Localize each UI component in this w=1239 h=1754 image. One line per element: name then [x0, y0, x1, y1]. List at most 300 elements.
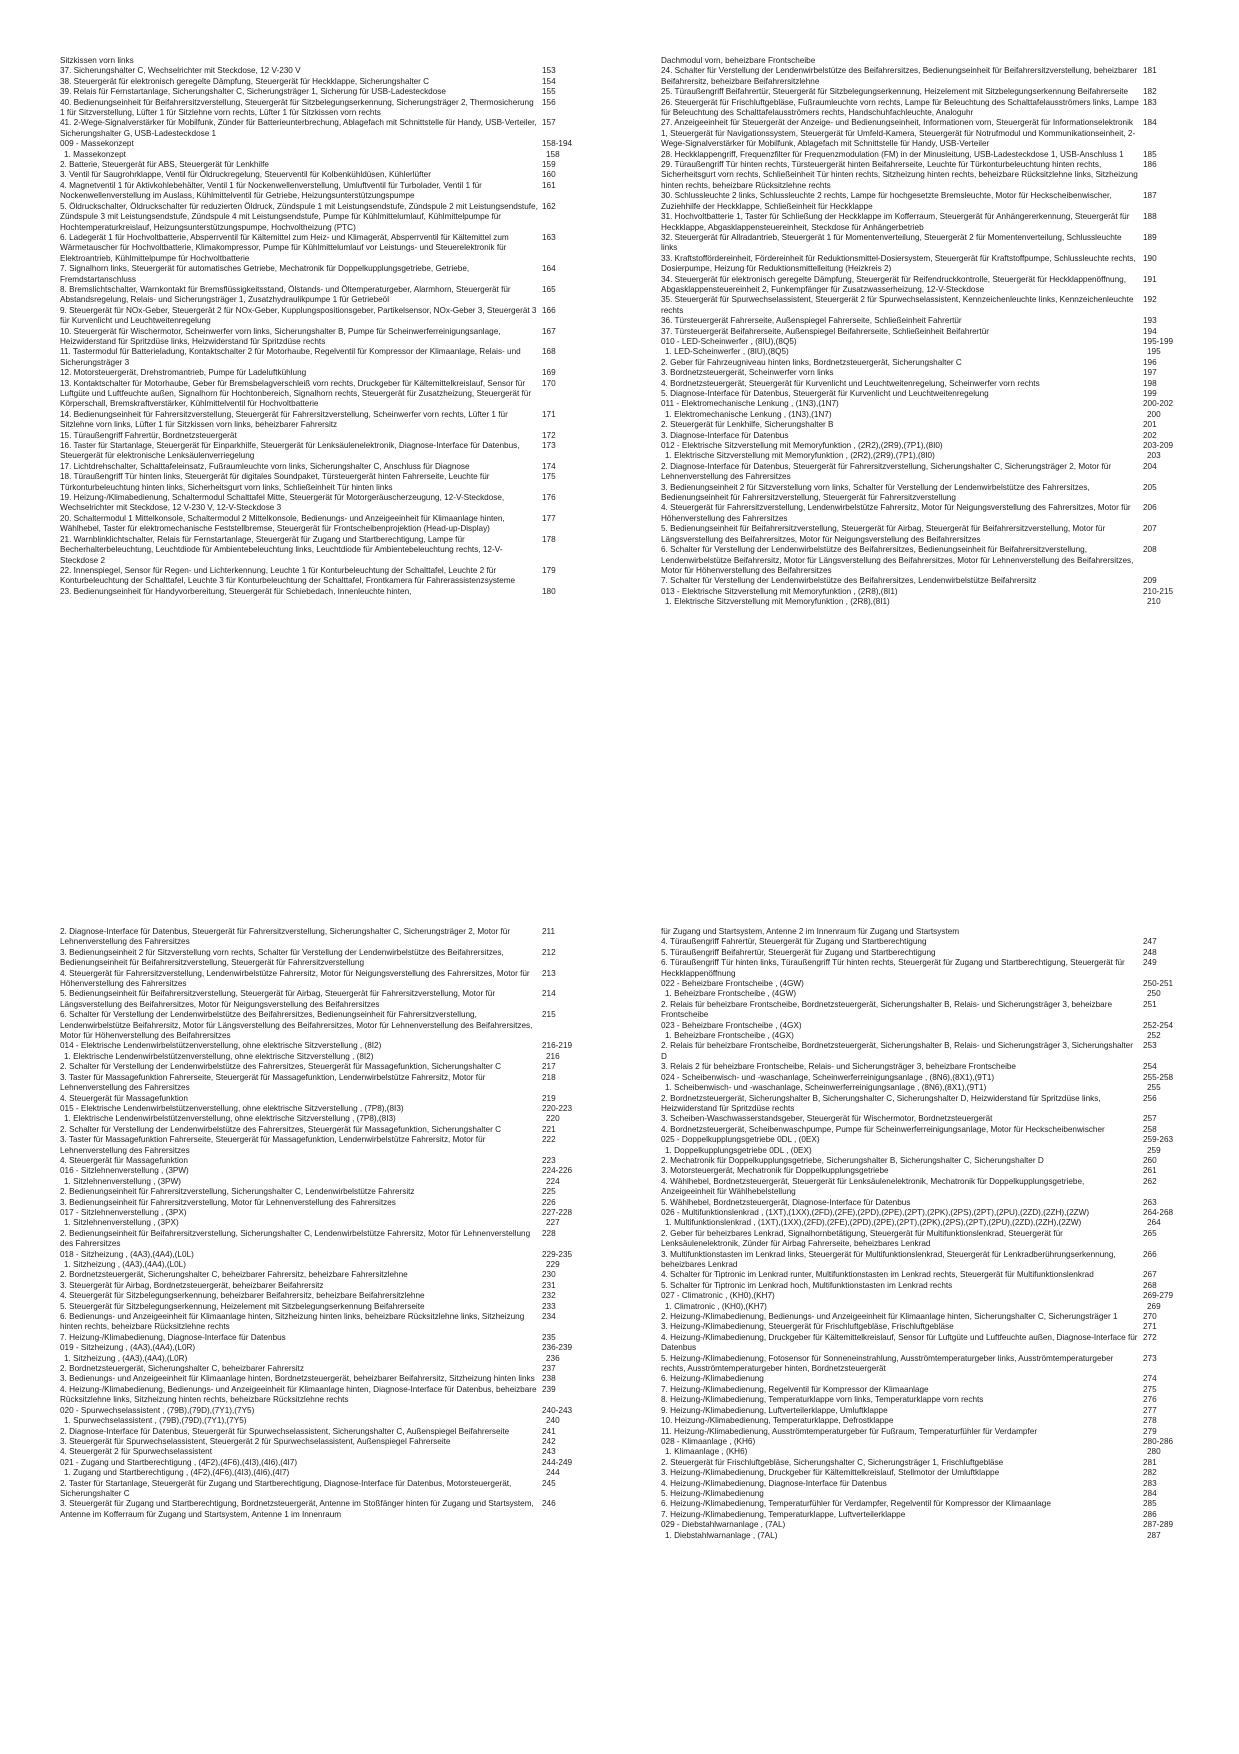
toc-entry-row: [60, 1052, 602, 1062]
toc-entry-row: [60, 1198, 602, 1208]
toc-page-number: 241: [542, 1426, 556, 1436]
toc-entry-row: [60, 1270, 602, 1280]
toc-entry-text: 6. Ladegerät 1 für Hochvoltbatterie, Absperrventil für Kältemittel zum Heiz- und Klimagerät, Absperrventil für Kältemittel zum Wärmetauscher für Hochvoltbatterie, Klimakompressor, Pumpe für Kühlmittelumlauf vor Leistungs- und Steuerelektronik für Elektroantrieb, Kühlmittelpumpe für Hochvoltbatterie: [60, 232, 509, 263]
toc-page-number: 265: [1143, 1228, 1157, 1238]
toc-entry-text: 4. Steuergerät für Sitzbelegungserkennung, beheizbarer Beifahrersitz, beheizbare Beifahrersitzlehne: [60, 1291, 425, 1301]
toc-page-number: 223: [542, 1155, 556, 1165]
toc-entry-row: [60, 202, 602, 233]
toc-entry-text: 023 - Beheizbare Frontscheibe , (4GX): [661, 1020, 802, 1030]
toc-entry-row: [661, 233, 1203, 254]
toc-entry-text: 13. Kontaktschalter für Motorhaube, Geber für Bremsbelagverschleiß vorn rechts, Druckgeber für Kältemittelkreislauf, Sensor für Luftgüte und Luftfeuchte außen, Signalhorn für Hochtonbereich, Signalhorn rechts, Steuergerät für Zusatzheizung, Steuergerät für Körperschall, Bremskraftverstärker, Kühlmittelventil für Hochvoltbatterie: [60, 378, 532, 409]
toc-page-number: 215: [542, 1010, 556, 1020]
toc-page-number: 200-202: [1143, 399, 1174, 409]
toc-page-number: 234: [542, 1312, 556, 1322]
toc-entry-row: [60, 969, 602, 990]
toc-entry-text: 1. Sitzheizung , (4A3),(4A4),(L0L): [64, 1260, 186, 1269]
toc-entry-text: 36. Türsteuergerät Fahrerseite, Außenspiegel Fahrerseite, Schließeinheit Fahrertür: [661, 316, 962, 326]
toc-section-row: [60, 1343, 602, 1353]
toc-page-number: 252: [1147, 1031, 1161, 1041]
toc-page-number: 216: [546, 1051, 560, 1061]
toc-entry-text: 11. Heizung-/Klimabedienung, Ausströmtemperaturgeber für Fußraum, Temperaturfühler für Verdampfer: [661, 1426, 1038, 1436]
toc-page-number: 270: [1143, 1312, 1157, 1322]
toc-entry-text: 2. Bedienungseinheit für Fahrersitzverstellung, Sicherungshalter C, Lendenwirbelstütze Fahrersitz: [60, 1187, 415, 1197]
toc-page-number: 244: [546, 1468, 560, 1478]
toc-entry-row: [60, 1062, 602, 1072]
toc-page-number: 185: [1143, 149, 1157, 159]
toc-page-number: 281: [1143, 1457, 1157, 1467]
toc-page-number: 254: [1143, 1062, 1157, 1072]
toc-entry-row: [661, 254, 1203, 275]
toc-page-number: 227: [546, 1218, 560, 1228]
toc-page-number: 242: [542, 1436, 556, 1446]
toc-entry-text: 5. Steuergerät für Sitzbelegungserkennung, Heizelement mit Sitzbelegungserkennung Beifahrerseite: [60, 1301, 425, 1311]
toc-section-row: [661, 1135, 1203, 1145]
toc-entry-row: [661, 1427, 1203, 1437]
toc-entry-row: [661, 1250, 1203, 1271]
toc-entry-text: 2. Heizung-/Klimabedienung, Bedienungs- und Anzeigeeinheit für Klimaanlage hinten, Sicherungshalter C, Sicherungsträger 1: [661, 1312, 1118, 1322]
toc-entry-text: 2. Schalter für Verstellung der Lendenwirbelstütze des Fahrersitzes, Steuergerät für Massagefunktion, Sicherungshalter C: [60, 1124, 501, 1134]
toc-page-number: 173: [542, 441, 556, 451]
toc-entry-row: [60, 927, 602, 948]
toc-page-number: 244-249: [542, 1457, 573, 1467]
toc-page-number: 264-268: [1143, 1207, 1174, 1217]
toc-entry-text: 3. Steuergerät für Zugang und Startberechtigung, Bordnetzsteuergerät, Antenne im Stoßfänger hinten für Zugang und Startsystem, Antenne im Kofferraum für Zugang und Startsystem, Antenne 1 im Innenraum: [60, 1499, 534, 1519]
toc-entry-text: 3. Bedienungs- und Anzeigeeinheit für Klimaanlage hinten, Bordnetzsteuergerät, beheizbarer Beifahrersitz, Sitzheizung hinten links: [60, 1374, 535, 1384]
toc-entry-text: 3. Bedienungseinheit für Fahrersitzverstellung, Motor für Lehnenverstellung des Fahrersitzes: [60, 1197, 396, 1207]
toc-entry-row: [60, 1427, 602, 1437]
toc-entry-row: [661, 1510, 1203, 1520]
toc-section-row: [661, 979, 1203, 989]
toc-entry-text: 6. Heizung-/Klimabedienung: [661, 1374, 764, 1384]
toc-entry-text: 17. Lichtdrehschalter, Schalttafeleinsatz, Fußraumleuchte vorn links, Sicherungshalter C, Anschluss für Diagnose: [60, 461, 470, 471]
toc-page-number: 226: [542, 1197, 556, 1207]
toc-entry-row: [60, 535, 602, 566]
toc-entry-text: 12. Motorsteuergerät, Drehstromantrieb, Pumpe für Ladeluftkühlung: [60, 368, 307, 378]
toc-page-number: 195-199: [1143, 336, 1174, 346]
toc-page-number: 199: [1143, 389, 1157, 398]
toc-entry-row: [661, 1531, 1203, 1541]
toc-page-number: 204: [1143, 461, 1157, 471]
toc-entry-row: [661, 118, 1203, 149]
toc-entry-text: 38. Steuergerät für elektronisch geregelte Dämpfung, Steuergerät für Heckklappe, Sicherungshalter C: [60, 76, 430, 86]
toc-entry-text: 2. Diagnose-Interface für Datenbus, Steuergerät für Fahrersitzverstellung, Sicherungshalter C, Sicherungsträger 2, Motor für Lehnenverstellung des Fahrersitzes: [60, 927, 511, 947]
toc-entry-text: 5. Heizung-/Klimabedienung, Fotosensor für Sonneneinstrahlung, Ausströmtemperaturgeber links, Ausströmtemperaturgeber rechts, Ausströmtemperaturgeber hinten, Bordnetzsteuergerät: [661, 1353, 1114, 1374]
toc-entry-row: [60, 379, 602, 410]
toc-entry-text: 1. Elektrische Sitzverstellung mit Memoryfunktion , (2R2),(2R9),(7P1),(8I0): [665, 451, 935, 461]
toc-page-number: 170: [542, 378, 556, 388]
toc-entry-row: [661, 1281, 1203, 1291]
toc-page-number: 287: [1147, 1530, 1161, 1540]
toc-page-number: 160: [542, 170, 556, 180]
toc-page-number: 186: [1143, 160, 1157, 170]
toc-entry-text: 25. Türaußengriff Beifahrertür, Steuergerät für Sitzbelegungserkennung, Heizelement mit Sitzbelegungserkennung Beifahrerseite: [661, 87, 1129, 97]
toc-entry-row: [661, 503, 1203, 524]
toc-entry-text: 29. Türaußengriff Tür hinten rechts, Türsteuergerät hinten Beifahrerseite, Leuchte für Türkonturbeleuchtung hinten rechts, Sicherheitsgurt vorn rechts, Schließeinheit Tür hinten rechts, Sitzheizung hinten rechts, beheizbare Rücksitzlehne links, Sitzheizung hinten rechts, beheizbare Rücksitzlehne rechts: [661, 160, 1138, 190]
toc-entry-row: [60, 56, 602, 66]
toc-section-row: [60, 1208, 602, 1218]
toc-page-number: 156: [542, 97, 556, 107]
toc-page-number: 245: [542, 1478, 556, 1488]
toc-section-row: [661, 587, 1203, 597]
toc-entry-row: [661, 1322, 1203, 1332]
toc-page-number: 216-219: [542, 1041, 573, 1051]
toc-entry-text: 4. Wählhebel, Bordnetzsteuergerät, Steuergerät für Lenksäulenelektronik, Mechatronik für Doppelkupplungsgetriebe, Anzeigeeinheit für Wählhebelstellung: [661, 1176, 1085, 1197]
toc-entry-text: 3. Taster für Massagefunktion Fahrerseite, Steuergerät für Massagefunktion, Lendenwirbelstütze Fahrersitz, Motor für Lehnenverstellung des Fahrersitzes: [60, 1072, 486, 1093]
toc-page-number: 257: [1143, 1114, 1157, 1124]
toc-page-number: 279: [1143, 1426, 1157, 1436]
toc-entry-text: 4. Steuergerät für Massagefunktion: [60, 1155, 188, 1165]
toc-entry-row: [661, 1458, 1203, 1468]
toc-page-number: 282: [1143, 1468, 1157, 1478]
toc-page-2-right-column: [661, 927, 1203, 1712]
toc-entry-row: [661, 1062, 1203, 1072]
toc-page-number: 206: [1143, 503, 1157, 513]
toc-page-number: 247: [1143, 937, 1157, 947]
toc-entry-row: [60, 1073, 602, 1094]
toc-entry-row: [661, 1385, 1203, 1395]
toc-page-number: 229: [546, 1260, 560, 1269]
toc-page-number: 214: [542, 989, 556, 999]
toc-entry-row: [60, 98, 602, 119]
toc-page-number: 219: [542, 1093, 556, 1103]
toc-section-row: [60, 1104, 602, 1114]
toc-entry-row: [661, 420, 1203, 430]
toc-page-number: 231: [542, 1280, 556, 1290]
toc-page-number: [538, 56, 602, 66]
toc-page-number: 236-239: [542, 1343, 573, 1353]
toc-page-number: 280-286: [1143, 1436, 1174, 1446]
toc-entry-text: 026 - Multifunktionslenkrad , (1XT),(1XX),(2FD),(2FE),(2PD),(2PE),(2PT),(2PK),(2PS),(2PT),(2PU),(2ZD),(2ZH),(2ZW): [661, 1207, 1090, 1217]
toc-entry-text: 4. Steuergerät 2 für Spurwechselassistent: [60, 1447, 213, 1457]
toc-entry-text: 18. Türaußengriff Tür hinten links, Steuergerät für digitales Soundpaket, Türsteuergerät hinten Fahrerseite, Leuchte für Türkonturbeleuchtung hinten links, Sicherheitsgurt vorn links, Schließeinheit Tür hinten links: [60, 472, 490, 492]
toc-entry-text: 3. Ventil für Saugrohrklappe, Ventil für Öldruckregelung, Steuerventil für Kolbenkühldüsen, Kühlerlüfter: [60, 170, 431, 180]
toc-entry-row: [661, 937, 1203, 947]
toc-entry-text: 5. Heizung-/Klimabedienung: [661, 1488, 764, 1498]
toc-entry-row: [661, 451, 1203, 461]
toc-entry-text: 37. Türsteuergerät Beifahrerseite, Außenspiegel Beifahrerseite, Schließeinheit Beifahrertür: [661, 326, 989, 336]
toc-entry-text: 017 - Sitzlehnenverstellung , (3PX): [60, 1207, 187, 1217]
toc-entry-row: [661, 191, 1203, 212]
toc-page-number: 276: [1143, 1395, 1157, 1405]
toc-page-number: 184: [1143, 118, 1157, 128]
toc-page-number: 176: [542, 493, 556, 503]
toc-entry-text: 5. Diagnose-Interface für Datenbus, Steuergerät für Kurvenlicht und Leuchtweitenregelung: [661, 389, 989, 398]
toc-page-number: 232: [542, 1291, 556, 1301]
toc-entry-text: 22. Innenspiegel, Sensor für Regen- und Lichterkennung, Leuchte 1 für Konturbeleuchtung der Schalttafel, Leuchte 2 für Konturbeleuchtung der Schalttafel, Leuchte 3 für Konturbeleuchtung der Schalttafel, Frontkamera für Fahrerassistenzsysteme: [60, 565, 516, 586]
toc-entry-text: 7. Heizung-/Klimabedienung, Regelventil für Kompressor der Klimaanlage: [661, 1384, 929, 1394]
toc-entry-row: [60, 1218, 602, 1228]
toc-entry-row: [661, 1114, 1203, 1124]
toc-entry-row: [661, 98, 1203, 119]
toc-page-number: 260: [1143, 1155, 1157, 1165]
toc-entry-row: [60, 514, 602, 535]
toc-entry-text: 1. Climatronic , (KH0),(KH7): [665, 1301, 767, 1311]
toc-page-number: 196: [1143, 357, 1157, 367]
toc-entry-row: [661, 160, 1203, 191]
toc-page-number: 181: [1143, 66, 1157, 76]
toc-entry-row: [661, 1125, 1203, 1135]
toc-page-number: 278: [1143, 1416, 1157, 1426]
toc-entry-text: 8. Heizung-/Klimabedienung, Temperaturklappe vorn links, Temperaturklappe vorn rechts: [661, 1395, 984, 1405]
toc-entry-row: [661, 431, 1203, 441]
toc-page-number: 211: [542, 927, 556, 936]
toc-entry-row: [661, 524, 1203, 545]
toc-page-number: 189: [1143, 232, 1157, 242]
toc-page-number: 213: [542, 968, 556, 978]
toc-page-number: 274: [1143, 1374, 1157, 1384]
toc-entry-text: 3. Bedienungseinheit 2 für Sitzverstellung vorn rechts, Schalter für Verstellung der Lendenwirbelstütze des Beifahrersitzes, Bedienungseinheit für Beifahrersitzverstellung, Steuergerät für Fahrersitzverstellung: [60, 947, 504, 968]
toc-page-number: 157: [542, 118, 556, 128]
toc-entry-row: [60, 1156, 602, 1166]
toc-page-number: 222: [542, 1135, 556, 1145]
toc-entry-row: [60, 1260, 602, 1270]
toc-page-number: 212: [542, 947, 556, 957]
toc-section-row: [60, 1250, 602, 1260]
toc-entry-row: [661, 347, 1203, 357]
toc-entry-row: [661, 316, 1203, 326]
toc-entry-text: 1. Zugang und Startberechtigung , (4F2),(4F6),(4I3),(4I6),(4I7): [64, 1468, 290, 1478]
toc-entry-text: 5. Türaußengriff Beifahrertür, Steuergerät für Zugang und Startberechtigung: [661, 947, 936, 957]
toc-page-number: 233: [542, 1301, 556, 1311]
toc-entry-row: [661, 368, 1203, 378]
toc-entry-text: 5. Öldruckschalter, Öldruckschalter für reduzierten Öldruck, Zündspule 1 mit Leistungsendstufe, Zündspule 2 mit Leistungsendstufe, Zündspule 3 mit Leistungsendstufe, Zündspule 4 mit Leistungsendstufe, Pumpe für Kühlmittelumlauf, Kühlmittelpumpe für Hochtemperaturkreislauf, Heizungsunterstützungspumpe, Hochvoltheizung (PTC): [60, 201, 538, 232]
toc-entry-text: 41. 2-Wege-Signalverstärker für Mobilfunk, Zünder für Batterieunterbrechung, Ablagefach mit Schnittstelle für Handy, USB-Verteiler, Sicherungshalter G, USB-Ladesteckdose 1: [60, 118, 537, 138]
toc-entry-text: 020 - Spurwechselassistent , (79B),(79D),(7Y1),(7Y5): [60, 1405, 255, 1415]
toc-page-number: 180: [542, 586, 556, 596]
toc-entry-text: 012 - Elektrische Sitzverstellung mit Memoryfunktion , (2R2),(2R9),(7P1),(8I0): [661, 441, 943, 451]
toc-entry-text: 28. Heckklappengriff, Frequenzfilter für Frequenzmodulation (FM) in der Minusleitung, USB-Ladesteckdose 1, USB-Anschluss 1: [661, 149, 1124, 159]
toc-entry-row: [60, 441, 602, 462]
toc-entry-row: [60, 1302, 602, 1312]
toc-entry-row: [60, 1187, 602, 1197]
toc-page-number: 251: [1143, 999, 1157, 1009]
toc-entry-row: [60, 77, 602, 87]
toc-section-row: [60, 1458, 602, 1468]
toc-entry-text: 7. Schalter für Verstellung der Lendenwirbelstütze des Beifahrersitzes, Lendenwirbelstütze Beifahrersitz: [661, 576, 1037, 586]
toc-entry-row: [661, 948, 1203, 958]
toc-entry-text: 1. Klimaanlage , (KH6): [665, 1447, 748, 1457]
toc-entry-row: [60, 1479, 602, 1500]
toc-entry-text: 028 - Klimaanlage , (KH6): [661, 1436, 756, 1446]
toc-page-number: 153: [542, 66, 556, 76]
toc-entry-row: [60, 1312, 602, 1333]
toc-section-row: [661, 1291, 1203, 1301]
toc-entry-text: 2. Schalter für Verstellung der Lendenwirbelstütze des Fahrersitzes, Steuergerät für Massagefunktion, Sicherungshalter C: [60, 1062, 501, 1072]
toc-page-number: 250-251: [1143, 979, 1174, 989]
toc-entry-text: 3. Bedienungseinheit 2 für Sitzverstellung vorn links, Schalter für Verstellung der Lendenwirbelstütze des Fahrersitzes, Bedienungseinheit für Fahrersitzverstellung, Steuergerät für Fahrersitzverstellung: [661, 482, 1090, 503]
toc-entry-row: [661, 1094, 1203, 1115]
toc-entry-row: [661, 1270, 1203, 1280]
toc-page-number: 273: [1143, 1353, 1157, 1363]
toc-entry-row: [661, 1499, 1203, 1509]
toc-page-number: 155: [542, 87, 556, 97]
toc-entry-row: [60, 1333, 602, 1343]
toc-entry-row: [661, 1374, 1203, 1384]
toc-entry-text: für Zugang und Startsystem, Antenne 2 im Innenraum für Zugang und Startsystem: [661, 927, 960, 936]
toc-entry-text: 4. Bordnetzsteuergerät, Scheibenwaschpumpe, Pumpe für Scheinwerferreinigungsanlage, Motor für Heckscheibenwischer: [661, 1124, 1105, 1134]
toc-page-number: 179: [542, 565, 556, 575]
toc-entry-row: [60, 233, 602, 264]
toc-entry-text: 3. Heizung-/Klimabedienung, Druckgeber für Kältemittelkreislauf, Stellmotor der Umluftklappe: [661, 1468, 1000, 1478]
toc-page-number: 259: [1147, 1145, 1161, 1155]
toc-entry-row: [661, 958, 1203, 979]
toc-entry-row: [60, 431, 602, 441]
toc-entry-row: [661, 1177, 1203, 1198]
toc-page-number: 154: [542, 76, 556, 86]
toc-page-number: 193: [1143, 316, 1157, 326]
toc-entry-row: [60, 1499, 602, 1520]
toc-entry-text: 2. Mechatronik für Doppelkupplungsgetriebe, Sicherungshalter B, Sicherungshalter C, Sicherungshalter D: [661, 1155, 1044, 1165]
toc-page-number: 243: [542, 1447, 556, 1457]
toc-entry-text: 2. Taster für Startanlage, Steuergerät für Zugang und Startberechtigung, Diagnose-Interface für Datenbus, Motorsteuergerät, Sicherungshalter C: [60, 1478, 512, 1498]
toc-entry-row: [661, 389, 1203, 399]
toc-entry-row: [661, 1468, 1203, 1478]
toc-entry-text: 1. Sitzlehnenverstellung , (3PW): [64, 1176, 181, 1186]
toc-entry-text: 1. Doppelkupplungsgetriebe 0DL , (0EX): [665, 1145, 812, 1155]
toc-entry-row: [661, 1156, 1203, 1166]
toc-page-number: 263: [1143, 1197, 1157, 1207]
toc-page-number: 277: [1143, 1405, 1157, 1415]
toc-page-number: 177: [542, 513, 556, 523]
toc-page-number: 240: [546, 1416, 560, 1426]
toc-entry-row: [60, 1229, 602, 1250]
toc-page-number: 272: [1143, 1332, 1157, 1342]
toc-entry-text: 1. Elektrische Lendenwirbelstützenverstellung, ohne elektrische Sitzverstellung , (8I2): [64, 1051, 374, 1061]
toc-entry-row: [661, 927, 1203, 937]
toc-entry-text: 1. Spurwechselassistent , (79B),(79D),(7Y1),(7Y5): [64, 1416, 247, 1426]
toc-entry-row: [661, 1083, 1203, 1093]
toc-section-row: [661, 1073, 1203, 1083]
toc-page-number: 284: [1143, 1488, 1157, 1498]
toc-entry-row: [60, 472, 602, 493]
toc-entry-text: 022 - Beheizbare Frontscheibe , (4GW): [661, 979, 804, 989]
toc-page-number: 255-258: [1143, 1072, 1174, 1082]
toc-entry-text: 3. Steuergerät für Airbag, Bordnetzsteuergerät, beheizbarer Beifahrersitz: [60, 1280, 324, 1290]
toc-page-number: 158: [546, 149, 560, 159]
toc-entry-text: 2. Bordnetzsteuergerät, Sicherungshalter C, beheizbarer Fahrersitz, beheizbare Fahrersitzlehne: [60, 1270, 408, 1280]
toc-entry-text: 1. Elektrische Lendenwirbelstützenverstellung, ohne elektrische Sitzverstellung , (7P8),(8I3): [64, 1114, 396, 1124]
toc-entry-text: 11. Tastermodul für Batterieladung, Kontaktschalter 2 für Motorhaube, Regelventil für Kompressor der Klimaanlage, Relais- und Sicherungsträger 3: [60, 347, 521, 367]
toc-entry-text: 35. Steuergerät für Spurwechselassistent, Steuergerät 2 für Spurwechselassistent, Kennzeichenleuchte links, Kennzeichenleuchte rechts: [661, 295, 1134, 315]
toc-entry-text: 1. Multifunktionslenkrad , (1XT),(1XX),(2FD),(2FE),(2PD),(2PE),(2PT),(2PK),(2PS),(2PT),(2PU),(2ZD),(2ZH),(2ZW): [665, 1218, 1082, 1228]
toc-page-1-right-column: [661, 56, 1203, 841]
toc-entry-text: 4. Türaußengriff Fahrertür, Steuergerät für Zugang und Startberechtigung: [661, 937, 927, 947]
toc-entry-text: 3. Heizung-/Klimabedienung, Steuergerät für Frischluftgebläse, Frischluftgebläse: [661, 1322, 954, 1332]
toc-entry-text: 5. Bedienungseinheit für Beifahrersitzverstellung, Steuergerät für Airbag, Steuergerät für Beifahrersitzverstellung, Motor für Längsverstellung des Beifahrersitzes, Motor für Neigungsverstellung des Beifahrersitzes: [661, 524, 1106, 544]
toc-entry-text: 011 - Elektromechanische Lenkung , (1N3),(1N7): [661, 399, 839, 409]
toc-entry-text: 1. Diebstahlwarnanlage , (7AL): [665, 1530, 778, 1540]
toc-entry-text: 2. Steuergerät für Frischluftgebläse, Sicherungshalter C, Sicherungsträger 1, Frischluftgebläse: [661, 1457, 1004, 1467]
toc-entry-text: 2. Steuergerät für Lenkhilfe, Sicherungshalter B: [661, 420, 834, 430]
toc-page-number: 225: [542, 1187, 556, 1197]
toc-entry-text: 7. Signalhorn links, Steuergerät für automatisches Getriebe, Mechatronik für Doppelkupplungsgetriebe, Getriebe, Fremdstartanschluss: [60, 264, 470, 284]
toc-entry-text: Dachmodul vorn, beheizbare Frontscheibe: [661, 56, 816, 65]
toc-entry-text: 19. Heizung-/Klimabedienung, Schaltermodul Schalttafel Mitte, Steuergerät für Motorgeräuscherzeugung, 12-V-Steckdose, Wechselrichter mit Steckdose, 12 V-230 V, 12-V-Steckdose 3: [60, 493, 505, 513]
toc-entry-row: [60, 462, 602, 472]
toc-page-number: 269: [1147, 1301, 1161, 1311]
toc-entry-text: 4. Schalter für Tiptronic im Lenkrad runter, Multifunktionstasten im Lenkrad rechts, Steuergerät für Multifunktionslenkrad: [661, 1270, 1094, 1280]
toc-page-number: 240-243: [542, 1405, 573, 1415]
toc-entry-row: [661, 483, 1203, 504]
toc-section-row: [60, 1166, 602, 1176]
toc-entry-text: 2. Geber für Fahrzeugniveau hinten links, Bordnetzsteuergerät, Sicherungshalter C: [661, 357, 962, 367]
toc-entry-row: [661, 1312, 1203, 1322]
toc-page-number: 280: [1147, 1447, 1161, 1457]
toc-entry-row: [661, 576, 1203, 586]
toc-entry-text: 2. Relais für beheizbare Frontscheibe, Bordnetzsteuergerät, Sicherungshalter B, Relais- und Sicherungsträger 3, Sicherungshalter D: [661, 1041, 1133, 1061]
toc-entry-row: [661, 1479, 1203, 1489]
toc-entry-text: 6. Heizung-/Klimabedienung, Temperaturfühler für Verdampfer, Regelventil für Kompressor der Klimaanlage: [661, 1499, 1051, 1509]
toc-entry-text: 1. Scheibenwisch- und -waschanlage, Scheinwerferreinigungsanlage , (8N6),(8X1),(9T1): [665, 1083, 987, 1093]
toc-entry-row: [661, 1000, 1203, 1021]
toc-entry-row: [661, 212, 1203, 233]
toc-entry-text: 024 - Scheibenwisch- und -waschanlage, Scheinwerferreinigungsanlage , (8N6),(8X1),(9T1): [661, 1072, 995, 1082]
toc-page-number: 162: [542, 201, 556, 211]
toc-entry-row: [661, 1229, 1203, 1250]
toc-entry-row: [60, 1374, 602, 1384]
toc-page-number: 161: [542, 180, 556, 190]
toc-page-number: 220-223: [542, 1103, 573, 1113]
toc-entry-text: 6. Türaußengriff Tür hinten links, Türaußengriff Tür hinten rechts, Steuergerät für Zugang und Startberechtigung, Steuergerät für Heckklappenöffnung: [661, 958, 1125, 978]
toc-entry-row: [60, 327, 602, 348]
toc-entry-text: 4. Steuergerät für Fahrersitzverstellung, Lendenwirbelstütze Fahrersitz, Motor für Neigungsverstellung des Fahrersitzes, Motor für Höhenverstellung des Fahrersitzes: [661, 503, 1131, 523]
toc-entry-row: [60, 285, 602, 306]
toc-page-number: 207: [1143, 524, 1157, 534]
toc-page-number: 172: [542, 430, 556, 440]
toc-page-number: 275: [1143, 1384, 1157, 1394]
toc-entry-row: [60, 566, 602, 587]
toc-page-1-left-column: [60, 56, 602, 841]
toc-page-number: 163: [542, 232, 556, 242]
toc-entry-text: 24. Schalter für Verstellung der Lendenwirbelstütze des Beifahrersitzes, Bedienungseinheit für Beifahrersitzverstellung, beheizbarer Beifahrersitz, beheizbare Beifahrersitzlehne: [661, 66, 1138, 86]
toc-page-number: 197: [1143, 368, 1157, 378]
toc-section-row: [661, 441, 1203, 451]
toc-page-number: 192: [1143, 295, 1157, 305]
toc-entry-text: 10. Heizung-/Klimabedienung, Temperaturklappe, Defrostklappe: [661, 1416, 894, 1426]
toc-page-number: 246: [542, 1499, 556, 1509]
toc-entry-text: 016 - Sitzlehnenverstellung , (3PW): [60, 1166, 189, 1176]
toc-entry-text: 15. Türaußengriff Fahrertür, Bordnetzsteuergerät: [60, 430, 237, 440]
toc-page-number: 287-289: [1143, 1520, 1174, 1530]
toc-entry-text: 8. Bremslichtschalter, Warnkontakt für Bremsflüssigkeitsstand, Ölstands- und Öltemperaturgeber, Alarmhorn, Steuergerät für Abstandsregelung, Relais- und Sicherungsträger 1, Zusatzhydraulikpumpe 1 für Getriebeöl: [60, 284, 511, 305]
toc-entry-text: 3. Taster für Massagefunktion Fahrerseite, Steuergerät für Massagefunktion, Lendenwirbelstütze Fahrersitz, Motor für Lehnenverstellung des Fahrersitzes: [60, 1135, 486, 1155]
toc-page-number: 262: [1143, 1176, 1157, 1186]
toc-entry-text: 1. LED-Scheinwerfer , (8IU),(8Q5): [665, 347, 789, 357]
toc-entry-text: 4. Heizung-/Klimabedienung, Bedienungs- und Anzeigeeinheit für Klimaanlage hinten, Diagnose-Interface für Datenbus, beheizbare Rücksitzlehne links, Sitzheizung hinten rechts, beheizbare Rücksitzlehne rechts: [60, 1384, 537, 1405]
toc-entry-text: 3. Multifunktionstasten im Lenkrad links, Steuergerät für Multifunktionslenkrad, Steuergerät für Lenkradberührungserkennung, beheizbares Lenkrad: [661, 1249, 1116, 1269]
toc-entry-text: 3. Motorsteuergerät, Mechatronik für Doppelkupplungsgetriebe: [661, 1166, 889, 1176]
toc-page-number: 191: [1143, 274, 1157, 284]
toc-entry-row: [60, 1354, 602, 1364]
toc-page-number: 203-209: [1143, 441, 1174, 451]
toc-page-number: 210: [1147, 597, 1161, 607]
toc-entry-row: [60, 1385, 602, 1406]
toc-page-number: 236: [546, 1353, 560, 1363]
toc-entry-text: 31. Hochvoltbatterie 1, Taster für Schließung der Heckklappe im Kofferraum, Steuergerät für Anhängererkennung, Steuergerät für Heckklappe, Abgasklappensteuereinheit, Steckdose für Anhängerbetrieb: [661, 212, 1130, 232]
toc-section-row: [60, 139, 602, 149]
toc-page-number: 266: [1143, 1249, 1157, 1259]
toc-entry-row: [661, 1395, 1203, 1405]
toc-entry-row: [60, 181, 602, 202]
toc-entry-row: [661, 1447, 1203, 1457]
toc-entry-text: 6. Schalter für Verstellung der Lendenwirbelstütze des Beifahrersitzes, Bedienungseinheit für Fahrersitzverstellung, Lendenwirbelstütze Beifahrersitz, Motor für Längsverstellung des Beifahrersitzes, Motor für Lehnenverstellung des Beifahrersitzes, Motor für Höhenverstellung des Beifahrersitzes: [60, 1010, 533, 1041]
toc-entry-row: [661, 358, 1203, 368]
toc-entry-row: [60, 160, 602, 170]
toc-page-number: 250: [1147, 989, 1161, 999]
toc-entry-text: 2. Relais für beheizbare Frontscheibe, Bordnetzsteuergerät, Sicherungshalter B, Relais- und Sicherungsträger 3, beheizbare Frontscheibe: [661, 999, 1113, 1020]
toc-entry-text: 2. Bordnetzsteuergerät, Sicherungshalter B, Sicherungshalter C, Sicherungshalter D, Heizwiderstand für Spritzdüse links, Heizwiderstand für Spritzdüse rechts: [661, 1093, 1101, 1113]
toc-section-row: [661, 337, 1203, 347]
